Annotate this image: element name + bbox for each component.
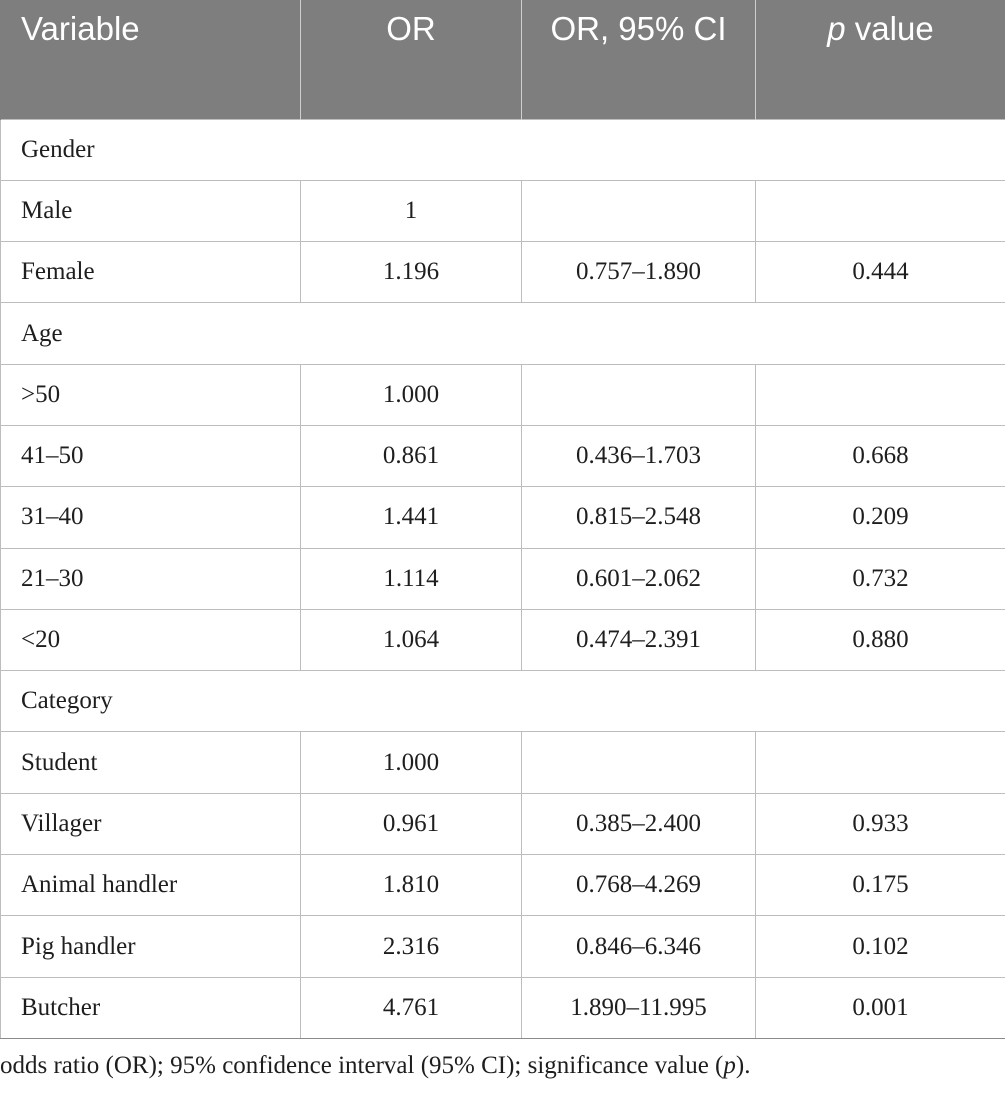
table-row bbox=[1, 732, 1005, 793]
cell-variable: Butcher bbox=[1, 977, 301, 1038]
table-body bbox=[1, 119, 1005, 1038]
cell-ci: 1.890–11.995 bbox=[522, 977, 756, 1038]
cell-p: 0.175 bbox=[756, 855, 1005, 916]
section-row-category bbox=[1, 671, 1005, 732]
cell-or: 2.316 bbox=[301, 916, 522, 977]
table-row bbox=[1, 609, 1005, 670]
cell-ci: 0.846–6.346 bbox=[522, 916, 756, 977]
cell-or: 1.196 bbox=[301, 242, 522, 303]
cell-or: 1.000 bbox=[301, 364, 522, 425]
cell-p: 0.102 bbox=[756, 916, 1005, 977]
cell-or: 1.441 bbox=[301, 487, 522, 548]
cell-or: 1 bbox=[301, 180, 522, 241]
table-row bbox=[1, 793, 1005, 854]
cell-p bbox=[756, 732, 1005, 793]
section-label: Age bbox=[1, 303, 1005, 364]
cell-p: 0.209 bbox=[756, 487, 1005, 548]
cell-p: 0.668 bbox=[756, 425, 1005, 486]
cell-or: 0.961 bbox=[301, 793, 522, 854]
cell-variable: <20 bbox=[1, 609, 301, 670]
table-row bbox=[1, 242, 1005, 303]
section-row-gender bbox=[1, 119, 1005, 180]
header-variable: Variable bbox=[1, 0, 301, 119]
cell-or: 1.064 bbox=[301, 609, 522, 670]
cell-variable: 31–40 bbox=[1, 487, 301, 548]
section-label: Category bbox=[1, 671, 1005, 732]
cell-variable: Animal handler bbox=[1, 855, 301, 916]
cell-variable: Pig handler bbox=[1, 916, 301, 977]
cell-ci: 0.815–2.548 bbox=[522, 487, 756, 548]
table-row bbox=[1, 180, 1005, 241]
table-row bbox=[1, 855, 1005, 916]
cell-ci: 0.436–1.703 bbox=[522, 425, 756, 486]
cell-variable: Male bbox=[1, 180, 301, 241]
header-p-rest: value bbox=[845, 10, 934, 47]
table-footnote bbox=[0, 1052, 750, 1080]
table-row bbox=[1, 487, 1005, 548]
cell-or: 4.761 bbox=[301, 977, 522, 1038]
header-p-italic: p bbox=[827, 10, 846, 47]
cell-or: 1.810 bbox=[301, 855, 522, 916]
header-p-value bbox=[756, 0, 1005, 119]
cell-p bbox=[756, 180, 1005, 241]
cell-p: 0.444 bbox=[756, 242, 1005, 303]
cell-ci: 0.385–2.400 bbox=[522, 793, 756, 854]
cell-p: 0.001 bbox=[756, 977, 1005, 1038]
cell-ci: 0.768–4.269 bbox=[522, 855, 756, 916]
cell-variable: 41–50 bbox=[1, 425, 301, 486]
cell-ci: 0.757–1.890 bbox=[522, 242, 756, 303]
table-row bbox=[1, 364, 1005, 425]
header-row bbox=[1, 0, 1005, 119]
cell-ci bbox=[522, 364, 756, 425]
cell-ci bbox=[522, 732, 756, 793]
table-row bbox=[1, 425, 1005, 486]
cell-variable: 21–30 bbox=[1, 548, 301, 609]
cell-variable: >50 bbox=[1, 364, 301, 425]
header-ci: OR, 95% CI bbox=[522, 0, 756, 119]
section-row-age bbox=[1, 303, 1005, 364]
section-label: Gender bbox=[1, 119, 1005, 180]
footnote-end: ). bbox=[735, 1052, 751, 1079]
table-row bbox=[1, 548, 1005, 609]
cell-or: 0.861 bbox=[301, 425, 522, 486]
cell-p: 0.732 bbox=[756, 548, 1005, 609]
cell-ci bbox=[522, 180, 756, 241]
cell-or: 1.114 bbox=[301, 548, 522, 609]
cell-ci: 0.601–2.062 bbox=[522, 548, 756, 609]
header-or: OR bbox=[301, 0, 522, 119]
table-row bbox=[1, 916, 1005, 977]
table-row bbox=[1, 977, 1005, 1038]
cell-p: 0.880 bbox=[756, 609, 1005, 670]
table-header bbox=[1, 0, 1005, 119]
cell-p: 0.933 bbox=[756, 793, 1005, 854]
footnote-p-italic: p bbox=[723, 1052, 736, 1079]
cell-variable: Villager bbox=[1, 793, 301, 854]
cell-or: 1.000 bbox=[301, 732, 522, 793]
cell-p bbox=[756, 364, 1005, 425]
cell-ci: 0.474–2.391 bbox=[522, 609, 756, 670]
cell-variable: Student bbox=[1, 732, 301, 793]
cell-variable: Female bbox=[1, 242, 301, 303]
footnote-text: odds ratio (OR); 95% confidence interval (95% CI); significance value ( bbox=[0, 1052, 724, 1079]
